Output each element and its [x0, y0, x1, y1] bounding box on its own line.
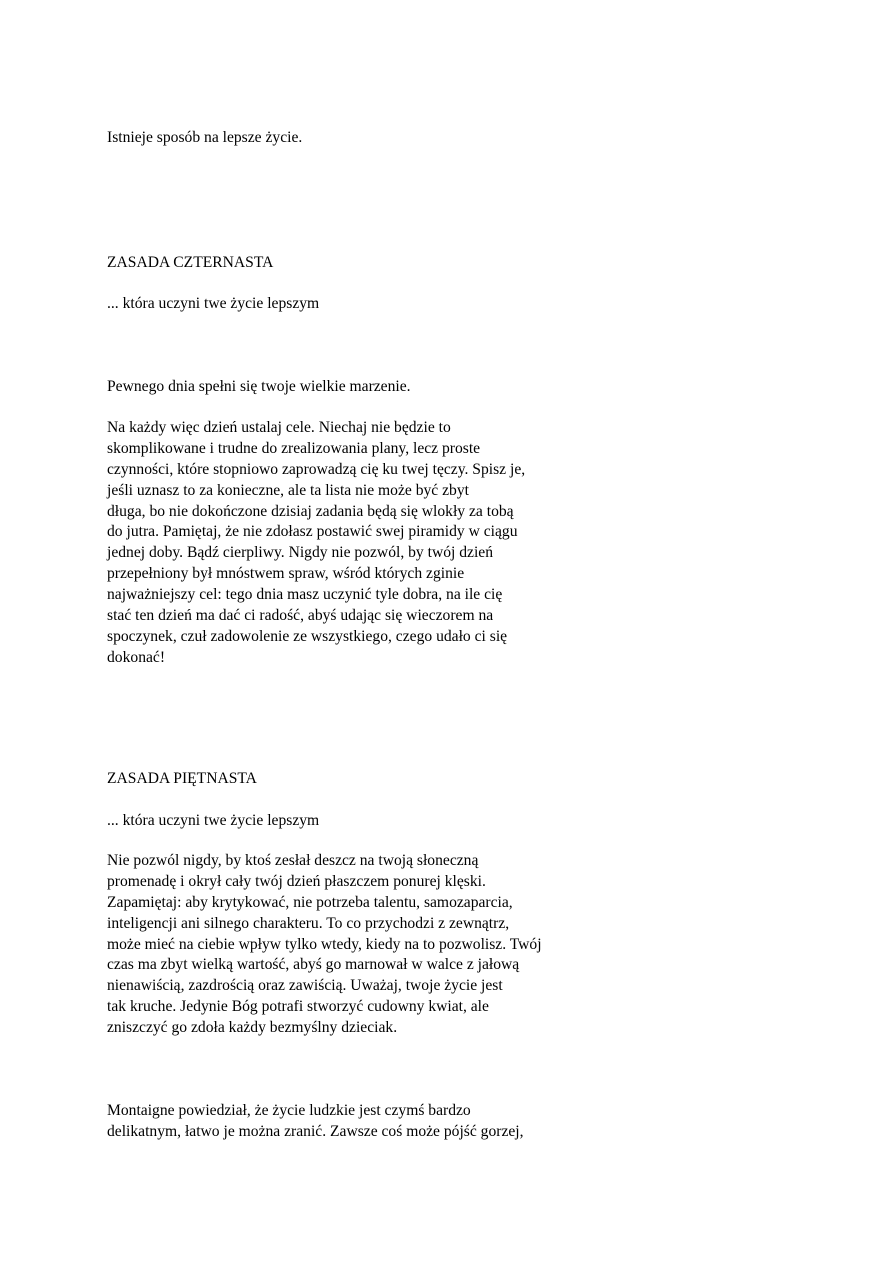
- rule-15-body-line: Nie pozwól nigdy, by ktoś zesłał deszcz na twoją słoneczną: [107, 852, 479, 869]
- rule-15-body-line: może mieć na ciebie wpływ tylko wtedy, kiedy na to pozwolisz. Twój: [107, 935, 542, 953]
- rule-14-body-line: dokonać!: [107, 648, 166, 666]
- rule-15-heading: ZASADA PIĘTNASTA: [107, 770, 257, 787]
- rule-14-body-line: stać ten dzień ma dać ci radość, abyś udając się wieczorem na: [107, 607, 494, 625]
- rule-14-body-line: Na każdy więc dzień ustalaj cele. Niechaj nie będzie to: [107, 419, 451, 436]
- rule-15-body-line: nienawiścią, zazdrością oraz zawiścią. Uważaj, twoje życie jest: [107, 977, 503, 995]
- rule-14-body-line: długa, bo nie dokończone dzisiaj zadania będą się wlokły za tobą: [107, 502, 514, 520]
- rule-14-body-line: skomplikowane i trudne do zrealizowania plany, lecz proste: [107, 439, 481, 457]
- rule-14-heading: ZASADA CZTERNASTA: [107, 254, 274, 271]
- rule-14-body-line: jeśli uznasz to za konieczne, ale ta lista nie może być zbyt: [107, 481, 469, 499]
- rule-14-body-line: czynności, które stopniowo zaprowadzą cię ku twej tęczy. Spisz je,: [107, 460, 526, 478]
- rule-15-closing-line: delikatnym, łatwo je można zranić. Zawsze coś może pójść gorzej,: [107, 1122, 524, 1140]
- rule-14-body-line: jednej doby. Bądź cierpliwy. Nigdy nie pozwól, by twój dzień: [107, 544, 493, 562]
- rule-15-body: [107, 851, 542, 1039]
- rule-14-body-line: najważniejszy cel: tego dnia masz uczynić tyle dobra, na ile cię: [107, 586, 503, 604]
- rule-15-closing-line: Montaigne powiedział, że życie ludzkie jest czymś bardzo: [107, 1102, 471, 1119]
- rule-15-body-line: inteligencji ani silnego charakteru. To co przychodzi z zewnątrz,: [107, 914, 510, 932]
- rule-15-closing: [107, 1101, 524, 1143]
- rule-15-body-line: tak kruche. Jedynie Bóg potrafi stworzyć cudowny kwiat, ale: [107, 998, 489, 1016]
- rule-14-body-line: przepełniony był mnóstwem spraw, wśród których zginie: [107, 565, 465, 583]
- intro-line: Istnieje sposób na lepsze życie.: [107, 129, 303, 146]
- rule-15-subtitle: ... która uczyni twe życie lepszym: [107, 812, 320, 829]
- rule-15-body-line: czas ma zbyt wielką wartość, abyś go marnował w walce z jałową: [107, 956, 520, 974]
- rule-15-body-line: promenadę i okrył cały twój dzień płaszczem ponurej klęski.: [107, 872, 486, 890]
- rule-14-body-line: spoczynek, czuł zadowolenie ze wszystkiego, czego udało ci się: [107, 627, 508, 645]
- rule-15-body-line: Zapamiętaj: aby krytykować, nie potrzeba talentu, samozaparcia,: [107, 893, 513, 911]
- rule-14-subtitle: ... która uczyni twe życie lepszym: [107, 295, 320, 312]
- rule-15-body-line: zniszczyć go zdoła każdy bezmyślny dzieciak.: [107, 1019, 398, 1037]
- rule-14-opening: Pewnego dnia spełni się twoje wielkie marzenie.: [107, 378, 411, 395]
- rule-14-body: [107, 418, 525, 669]
- rule-14-body-line: do jutra. Pamiętaj, że nie zdołasz postawić swej piramidy w ciągu: [107, 523, 518, 541]
